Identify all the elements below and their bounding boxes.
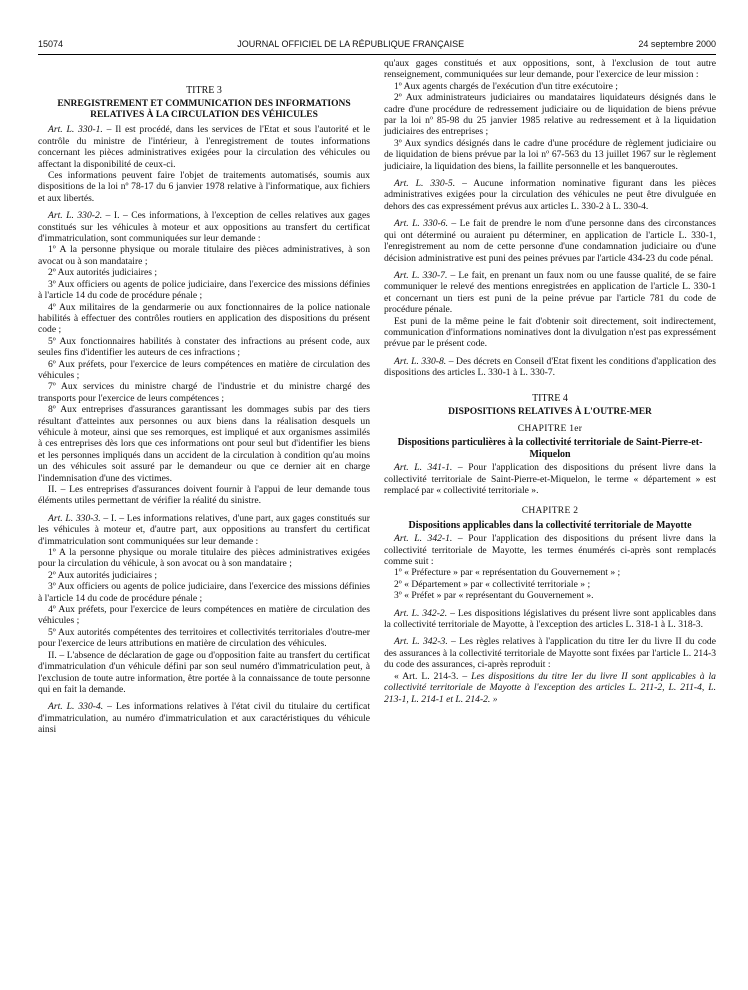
- article-ref: Art. L. 330-3.: [48, 512, 101, 524]
- article-330-4-continued: qu'aux gages constitués et aux oppositions, sont, à l'exclusion de tout autre renseignement, communiquées sur leur demande, pour l'exercice de leur mission :: [384, 58, 716, 81]
- article-330-4: Art. L. 330-4. – Les informations relatives à l'état civil du titulaire du certificat d'immatriculation, au numéro d'immatriculation et aux caractéristiques du véhicule ainsi: [38, 701, 370, 736]
- titre-4-heading: DISPOSITIONS RELATIVES À L'OUTRE-MER: [448, 406, 652, 417]
- article-ref: Art. L. 341-1.: [394, 462, 453, 474]
- article-330-8: Art. L. 330-8. – Des décrets en Conseil d'Etat fixent les conditions d'application des dispositions des articles L. 330-1 à L. 330-7.: [384, 355, 716, 379]
- article-ref: Art. L. 342-1.: [394, 533, 453, 545]
- article-342-3: Art. L. 342-3. – Les règles relatives à l'application du titre Ier du livre II du code des assurances à la collectivité territoriale de Mayotte sont fixées par l'article L. 214-3 du code des assurances, ci-après reproduit :: [384, 636, 716, 671]
- list-item: 4º Aux militaires de la gendarmerie ou aux fonctionnaires de la police nationale habilités à effectuer des contrôles routiers en application des dispositions du présent code ;: [38, 301, 370, 336]
- article-330-7: Art. L. 330-7. – Le fait, en prenant un faux nom ou une fausse qualité, de se faire communiquer le relevé des mentions enregistrées en application de l'article L. 330-1 et concernant un tiers est puni de la peine prévue par l'article 781 du code de procédure pénale.: [384, 269, 716, 316]
- list-item: 4º Aux préfets, pour l'exercice de leurs compétences en matière de circulation des véhicules ;: [38, 604, 370, 627]
- list-item: 6º Aux préfets, pour l'exercice de leurs compétences en matière de circulation des véhicules ;: [38, 358, 370, 381]
- article-ref: Art. L. 330-4.: [48, 701, 104, 713]
- list-item: 1º Aux agents chargés de l'exécution d'un titre exécutoire ;: [394, 80, 618, 92]
- article-342-2: Art. L. 342-2. – Les dispositions législatives du présent livre sont applicables dans la collectivité territoriale de Mayotte, à l'exception des articles L. 318-1 à L. 318-3.: [384, 607, 716, 631]
- chapitre-2-label: CHAPITRE 2: [521, 506, 579, 517]
- list-item: 5º Aux fonctionnaires habilités à constater des infractions au présent code, aux seules fins d'identifier les auteurs de ces infractions ;: [38, 335, 370, 359]
- article-330-6: Art. L. 330-6. – Le fait de prendre le nom d'une personne dans des circonstances qui ont déterminé ou auraient pu déterminer, en application de l'article L. 330-1, l'enregistrement au nom de cette personne d'une condamnation judiciaire ou d'une décision administrative est puni des peines prévues par l'article 434-23 du code pénal.: [384, 218, 716, 264]
- list-item: 3º Aux officiers ou agents de police judiciaire, dans l'exercice des missions définies à l'article 14 du code de procédure pénale ;: [38, 278, 370, 302]
- article-ref: Art. L. 342-3.: [394, 636, 448, 648]
- list-item: 7º Aux services du ministre chargé de l'industrie et du ministre chargé des transports pour l'exercice de leurs compétences ;: [38, 381, 370, 404]
- list-item: 3º « Préfet » par « représentant du Gouvernement ».: [394, 590, 594, 602]
- list-item: 3º Aux officiers ou agents de police judiciaire, dans l'exercice des missions définies à l'article 14 du code de procédure pénale ;: [38, 581, 370, 604]
- chapitre-1-heading: Dispositions particulières à la collectivité territoriale de Saint-Pierre-et-Miquelon: [397, 437, 703, 460]
- list-item: II. – L'absence de déclaration de gage ou d'opposition faite au transfert du certificat d'immatriculation d'un véhicule défini par son seul numéro d'immatriculation peut, à l'exclusion de toute autre information, être portée à la connaissance de toute personne qui en fait la demande.: [38, 649, 370, 695]
- titre-3-label: TITRE 3: [186, 85, 222, 96]
- titre-3-heading: ENREGISTREMENT ET COMMUNICATION DES INFORMATIONS RELATIVES À LA CIRCULATION DES VÉHICULES: [57, 99, 351, 121]
- article-ref: Art. L. 330-1.: [48, 124, 103, 136]
- page-number: 15074: [38, 39, 64, 49]
- article-ref: Art. L. 330-8.: [394, 355, 447, 367]
- list-item: 2º « Département » par « collectivité territoriale » ;: [394, 578, 591, 590]
- text-columns: [38, 58, 716, 736]
- list-item: 5º Aux autorités compétentes des territoires et collectivités territoriales d'outre-mer pour l'exercice de leurs attributions en matière de circulation des véhicules.: [38, 626, 370, 650]
- article-330-5: Art. L. 330-5. – Aucune information nominative figurant dans les pièces administratives exigées pour la circulation des véhicules ne peut être divulguée en dehors des cas expressément prévus aux articles L. 330-2 à L. 330-4.: [384, 178, 716, 212]
- paragraph: Ces informations peuvent faire l'objet de traitements automatisés, soumis aux dispositions de la loi nº 78-17 du 6 janvier 1978 relative à l'informatique, aux fichiers et aux libertés.: [38, 170, 370, 204]
- list-item: 8º Aux entreprises d'assurances garantissant les dommages subis par des tiers résultant d'atteintes aux personnes ou aux biens dans la réalisation desquels un véhicule à moteur, ainsi que ses remorques, est impliqué et aux organismes assimilés à ces entreprises dès lors que ces informations ont pour seul but d'identifier les biens et les personnes impliqués dans un accident de la circulation à condition qu'au moins un des véhicules soit assuré par le demandeur ou que ce dernier ait en charge l'indemnisation d'une des victimes.: [38, 404, 370, 484]
- right-column: [384, 58, 716, 736]
- journal-title: JOURNAL OFFICIEL DE LA RÉPUBLIQUE FRANÇAISE: [237, 39, 465, 49]
- page-header: [38, 37, 716, 51]
- article-330-3: Art. L. 330-3. – I. – Les informations relatives, d'une part, aux gages constitués sur les véhicules à moteur et, d'autre part, aux oppositions au transfert du certificat d'immatriculation sont communiquées sur leur demande :: [38, 512, 370, 547]
- list-item: 1º « Préfecture » par « représentation du Gouvernement » ;: [394, 567, 621, 579]
- article-330-2: Art. L. 330-2. – I. – Ces informations, à l'exception de celles relatives aux gages constitués sur les véhicules à moteur et aux oppositions au transfert du certificat d'immatriculation, sont communiquées sur leur demande :: [38, 210, 370, 245]
- list-item: 2º Aux autorités judiciaires ;: [48, 267, 158, 279]
- list-item: 2º Aux autorités judiciaires ;: [48, 569, 158, 581]
- publication-date: 24 septembre 2000: [638, 39, 716, 49]
- quoted-article-214-3: « Art. L. 214-3. – Les dispositions du titre Ier du livre II sont applicables à la collectivité territoriale de Mayotte à l'exception des articles L. 211-2, L. 211-4, L. 213-1, L. 214-1 et L. 214-2. »: [384, 670, 716, 705]
- list-item: II. – Les entreprises d'assurances doivent fournir à l'appui de leur demande tous éléments utiles permettant de vérifier la réalité du sinistre.: [38, 484, 370, 507]
- list-item: 1º A la personne physique ou morale titulaire des pièces administratives, à son avocat ou à son mandataire ;: [38, 244, 370, 267]
- article-ref: « Art. L. 214-3.: [394, 670, 459, 682]
- article-ref: Art. L. 342-2.: [394, 607, 448, 619]
- chapitre-1-label: CHAPITRE 1er: [517, 423, 583, 434]
- list-item: 3º Aux syndics désignés dans le cadre d'une procédure de règlement judiciaire ou de liquidation de biens prévue par la loi nº 67-563 du 13 juillet 1967 sur le règlement judiciaire, la liquidation des biens, la faillite personnelle et les banqueroutes.: [384, 137, 716, 172]
- article-ref: Art. L. 330-6.: [394, 218, 448, 230]
- titre-4-label: TITRE 4: [532, 392, 568, 404]
- paragraph: Est puni de la même peine le fait d'obtenir soit directement, soit indirectement, communication d'informations nominatives dont la divulgation n'est pas expressément prévue par le présent code.: [384, 315, 716, 350]
- article-ref: Art. L. 330-5.: [394, 178, 456, 190]
- chapitre-2-heading: Dispositions applicables dans la collectivité territoriale de Mayotte: [408, 519, 692, 531]
- list-item: 1º A la personne physique ou morale titulaire des pièces administratives exigées pour la circulation du véhicule, à son avocat ou à son mandataire ;: [38, 547, 370, 570]
- article-341-1: Art. L. 341-1. – Pour l'application des dispositions du présent livre dans la collectivité territoriale de Saint-Pierre-et-Miquelon, le terme « département » est remplacé par « collectivité territoriale ».: [384, 462, 716, 496]
- article-ref: Art. L. 330-2.: [48, 210, 103, 222]
- header-rule: [38, 54, 716, 55]
- article-330-1: Art. L. 330-1. – Il est procédé, dans les services de l'Etat et sous l'autorité et le contrôle du ministre de l'intérieur, à l'enregistrement de toutes informations concernant les pièces administratives exigées pour la circulation des véhicules ou affectant la disponibilité de ceux-ci.: [38, 124, 370, 170]
- list-item: 2º Aux administrateurs judiciaires ou mandataires liquidateurs désignés dans le cadre d'une procédure de redressement judiciaire ou de liquidation de biens prévue par la loi nº 85-98 du 25 janvier 1985 relative au redressement et à la liquidation judiciaires des entreprises ;: [384, 92, 716, 138]
- left-column: [38, 58, 370, 736]
- article-ref: Art. L. 330-7.: [394, 269, 448, 281]
- article-342-1: Art. L. 342-1. – Pour l'application des dispositions du présent livre dans la collectivité territoriale de Mayotte, les termes énumérés ci-après sont remplacés comme suit :: [384, 533, 716, 568]
